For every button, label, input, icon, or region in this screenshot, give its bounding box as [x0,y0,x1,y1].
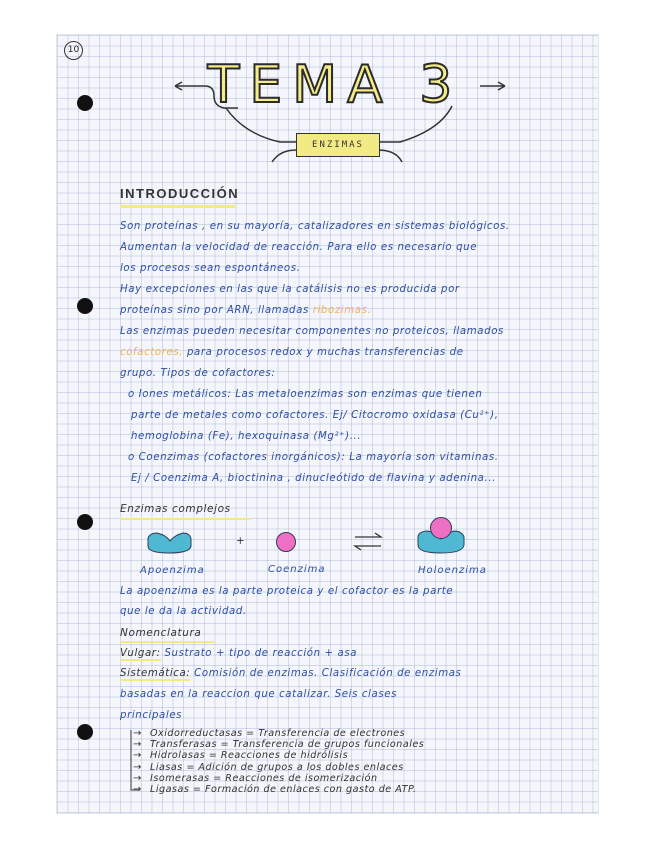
arrow-icon: → [133,728,142,739]
highlighted-term: ribozimas. [312,305,372,316]
sistematica-line: principales [120,710,183,721]
page-number: 10 [64,41,83,60]
plus-sign: + [236,536,246,547]
sistematica-text: Comisión de enzimas. Clasificación de enzimas [190,668,462,679]
page-title: TEMA 3 [207,55,463,115]
intro-line-text: para procesos redox y muchas transferencias de [183,347,464,358]
enzyme-class-item: Transferasas = Transferencia de grupos funcionales [150,739,425,751]
intro-line: Las enzimas pueden necesitar componentes no proteicos, llamados [120,326,504,337]
sistematica-line: basadas en la reaccion que catalizar. Seis clases [120,689,398,700]
arrow-icon: → [133,784,142,795]
holoenzima-label: Holoenzima [418,565,487,576]
cofactor-line: o Coenzimas (cofactores inorgánicos): La mayoría son vitaminas. [128,452,499,463]
intro-heading: INTRODUCCIÓN [120,186,240,201]
enzyme-class-item: Oxidorreductasas = Transferencia de electrones [150,728,406,739]
arrow-icon: → [133,761,142,773]
nomenclature-heading: Nomenclatura [120,627,202,639]
cofactor-line: hemoglobina (Fe), hexoquinasa (Mg²⁺)... [131,431,362,442]
coenzima-label: Coenzima [268,564,326,575]
intro-line: los procesos sean espontáneos. [120,263,301,274]
sistematica-label: Sistemática: [120,668,191,679]
enzyme-class-item: Ligasas = Formación de enlaces con gasto de ATP. [150,784,417,795]
cofactor-line: Ej / Coenzima A, bioctinina , dinucleótido de flavina y adenina... [131,473,497,484]
apoenzima-label: Apoenzima [140,565,205,576]
enzyme-class-item: Isomerasas = Reacciones de isomerización [150,772,378,784]
cofactor-line: parte de metales como cofactores. Ej/ Citocromo oxidasa (Cu²⁺), [131,410,499,421]
enzyme-class-item: Hidrolasas = Reacciones de hidrólisis [150,750,349,762]
enzyme-class-item: Liasas = Adición de grupos a los dobles enlaces [150,761,404,773]
page-subtitle: ENZIMAS [296,133,380,157]
arrow-icon: → [133,750,142,762]
intro-line: Son proteínas , en su mayoría, catalizadores en sistemas biológicos. [120,221,510,232]
cofactor-line: o Iones metálicos: Las metaloenzimas son enzimas que tienen [128,389,483,400]
intro-line: grupo. Tipos de cofactores: [120,368,276,379]
arrow-icon: → [133,772,142,784]
intro-line-text: proteínas sino por ARN, llamadas [120,305,313,316]
vulgar-text: Sustrato + tipo de reacción + asa [160,648,358,659]
complex-line: La apoenzima es la parte proteica y el cofactor es la parte [120,586,454,597]
intro-line: Hay excepciones en las que la catálisis no es producida por [120,284,460,295]
complex-heading: Enzimas complejos [120,503,231,515]
vulgar-label: Vulgar: [120,648,161,659]
intro-line: Aumentan la velocidad de reacción. Para ello es necesario que [120,242,478,253]
highlighted-term: cofactores, [120,347,184,358]
complex-line: que le da la actividad. [120,606,247,617]
arrow-icon: → [133,739,142,751]
